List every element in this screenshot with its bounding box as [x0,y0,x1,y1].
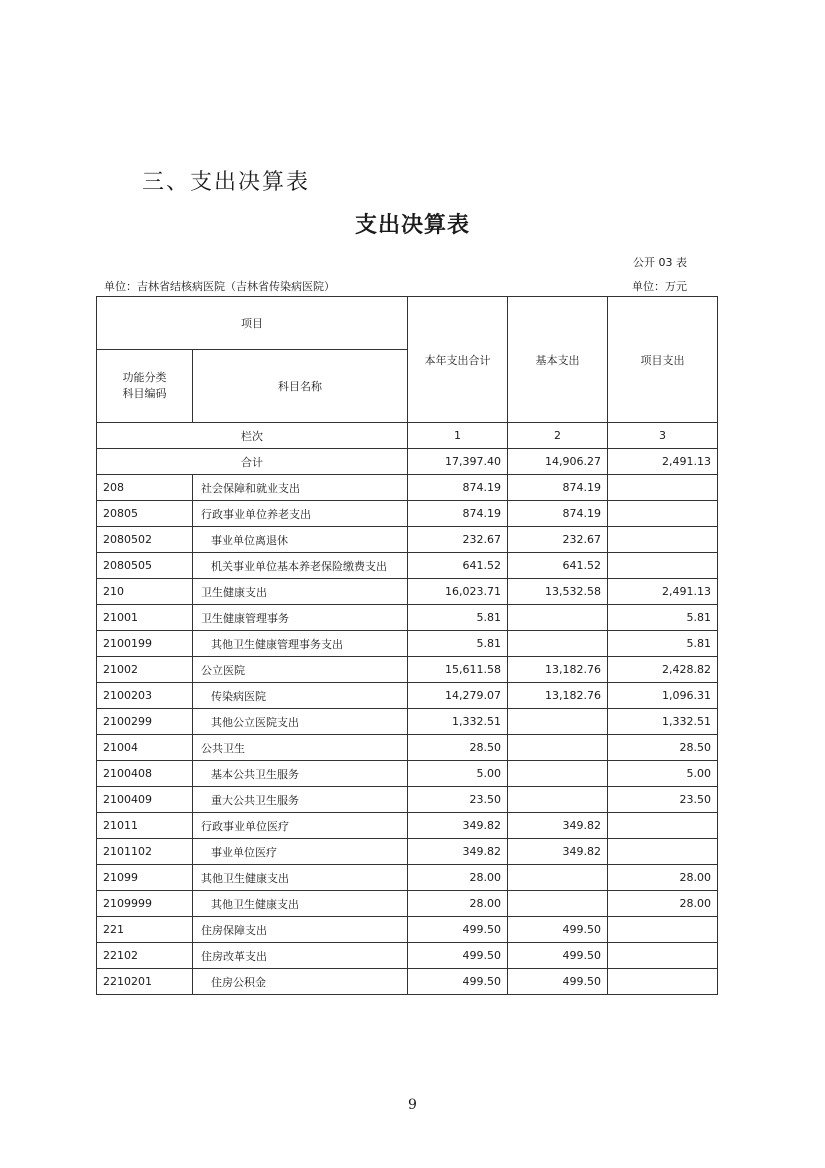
row-project: 5.81 [608,605,718,631]
row-basic [508,891,608,917]
row-basic: 874.19 [508,501,608,527]
row-total: 5.81 [408,631,508,657]
unit-organization: 单位：吉林省结核病医院（吉林省传染病医院） [104,280,335,293]
row-total: 232.67 [408,527,508,553]
row-total: 349.82 [408,813,508,839]
row-project: 28.50 [608,735,718,761]
row-total: 499.50 [408,969,508,995]
row-basic [508,709,608,735]
row-total: 499.50 [408,943,508,969]
row-project: 28.00 [608,891,718,917]
row-subject-name: 住房保障支出 [193,917,408,943]
column-index-1: 1 [408,423,508,449]
row-code: 2100203 [97,683,193,709]
table-row [97,839,718,865]
row-total: 5.81 [408,605,508,631]
row-total: 15,611.58 [408,657,508,683]
header-basic: 基本支出 [508,297,608,423]
row-basic: 13,182.76 [508,657,608,683]
row-code: 21004 [97,735,193,761]
row-basic: 499.50 [508,943,608,969]
table-row [97,579,718,605]
table-row [97,891,718,917]
header-func-code-line2: 科目编码 [122,387,167,400]
row-subject-name: 卫生健康管理事务 [193,605,408,631]
row-subject-name: 行政事业单位医疗 [193,813,408,839]
row-subject-name: 传染病医院 [193,683,408,709]
row-project [608,553,718,579]
row-total: 499.50 [408,917,508,943]
row-code: 2080502 [97,527,193,553]
row-subject-name: 行政事业单位养老支出 [193,501,408,527]
row-basic: 499.50 [508,917,608,943]
row-total: 874.19 [408,475,508,501]
row-total: 874.19 [408,501,508,527]
header-total: 本年支出合计 [408,297,508,423]
row-subject-name: 事业单位医疗 [193,839,408,865]
row-basic: 349.82 [508,839,608,865]
row-basic [508,865,608,891]
row-project [608,917,718,943]
row-code: 2100299 [97,709,193,735]
row-total: 349.82 [408,839,508,865]
row-subject-name: 机关事业单位基本养老保险缴费支出 [193,553,408,579]
row-project [608,943,718,969]
row-project [608,813,718,839]
table-title: 支出决算表 [354,212,470,238]
column-index-2: 2 [508,423,608,449]
row-basic [508,631,608,657]
row-subject-name: 其他卫生健康支出 [193,865,408,891]
row-basic: 874.19 [508,475,608,501]
table-row [97,475,718,501]
table-row [97,683,718,709]
sum-total: 17,397.40 [408,449,508,475]
row-code: 2101102 [97,839,193,865]
table-row [97,865,718,891]
row-code: 21001 [97,605,193,631]
row-project: 28.00 [608,865,718,891]
row-project [608,969,718,995]
row-subject-name: 公立医院 [193,657,408,683]
row-basic [508,735,608,761]
row-total: 5.00 [408,761,508,787]
header-subject-name: 科目名称 [193,350,408,423]
unit-currency: 单位：万元 [632,280,687,293]
row-basic [508,761,608,787]
row-total: 641.52 [408,553,508,579]
row-basic: 13,532.58 [508,579,608,605]
header-item: 项目 [97,297,408,350]
row-code: 20805 [97,501,193,527]
row-project [608,475,718,501]
row-subject-name: 重大公共卫生服务 [193,787,408,813]
row-subject-name: 公共卫生 [193,735,408,761]
row-code: 21002 [97,657,193,683]
table-row [97,657,718,683]
table-row [97,631,718,657]
table-row [97,969,718,995]
row-project: 5.81 [608,631,718,657]
row-code: 221 [97,917,193,943]
row-total: 1,332.51 [408,709,508,735]
row-subject-name: 住房改革支出 [193,943,408,969]
row-subject-name: 其他公立医院支出 [193,709,408,735]
row-total: 28.00 [408,865,508,891]
row-code: 21011 [97,813,193,839]
row-basic [508,605,608,631]
row-total: 28.00 [408,891,508,917]
table-row [97,709,718,735]
row-project [608,527,718,553]
row-code: 2100409 [97,787,193,813]
sum-basic: 14,906.27 [508,449,608,475]
row-code: 208 [97,475,193,501]
row-subject-name: 事业单位离退休 [193,527,408,553]
row-project: 2,491.13 [608,579,718,605]
row-subject-name: 社会保障和就业支出 [193,475,408,501]
column-index-label: 栏次 [97,423,408,449]
row-subject-name: 住房公积金 [193,969,408,995]
table-row [97,527,718,553]
column-index-3: 3 [608,423,718,449]
row-total: 14,279.07 [408,683,508,709]
row-subject-name: 卫生健康支出 [193,579,408,605]
row-project: 1,096.31 [608,683,718,709]
page-number: 9 [408,1097,417,1113]
row-project [608,501,718,527]
row-total: 16,023.71 [408,579,508,605]
row-code: 2210201 [97,969,193,995]
row-code: 2100408 [97,761,193,787]
row-basic: 232.67 [508,527,608,553]
row-code: 210 [97,579,193,605]
row-basic: 499.50 [508,969,608,995]
row-subject-name: 基本公共卫生服务 [193,761,408,787]
table-row [97,553,718,579]
row-project: 2,428.82 [608,657,718,683]
row-project: 23.50 [608,787,718,813]
row-project: 5.00 [608,761,718,787]
row-basic: 641.52 [508,553,608,579]
row-code: 21099 [97,865,193,891]
row-code: 22102 [97,943,193,969]
table-row [97,943,718,969]
row-subject-name: 其他卫生健康管理事务支出 [193,631,408,657]
table-row [97,787,718,813]
section-heading: 三、支出决算表 [142,170,311,195]
row-project [608,839,718,865]
header-func-code-line1: 功能分类 [122,371,167,384]
row-code: 2100199 [97,631,193,657]
sum-label: 合计 [97,449,408,475]
table-row [97,917,718,943]
row-code: 2080505 [97,553,193,579]
table-row [97,605,718,631]
row-total: 28.50 [408,735,508,761]
table-row [97,813,718,839]
expenditure-table [96,296,718,995]
row-basic: 349.82 [508,813,608,839]
row-basic: 13,182.76 [508,683,608,709]
row-basic [508,787,608,813]
form-number: 公开 03 表 [633,256,687,269]
sum-project: 2,491.13 [608,449,718,475]
row-code: 2109999 [97,891,193,917]
header-project: 项目支出 [608,297,718,423]
table-row [97,735,718,761]
row-subject-name: 其他卫生健康支出 [193,891,408,917]
row-project: 1,332.51 [608,709,718,735]
header-func-code [97,350,193,423]
table-row [97,761,718,787]
row-total: 23.50 [408,787,508,813]
table-row [97,501,718,527]
